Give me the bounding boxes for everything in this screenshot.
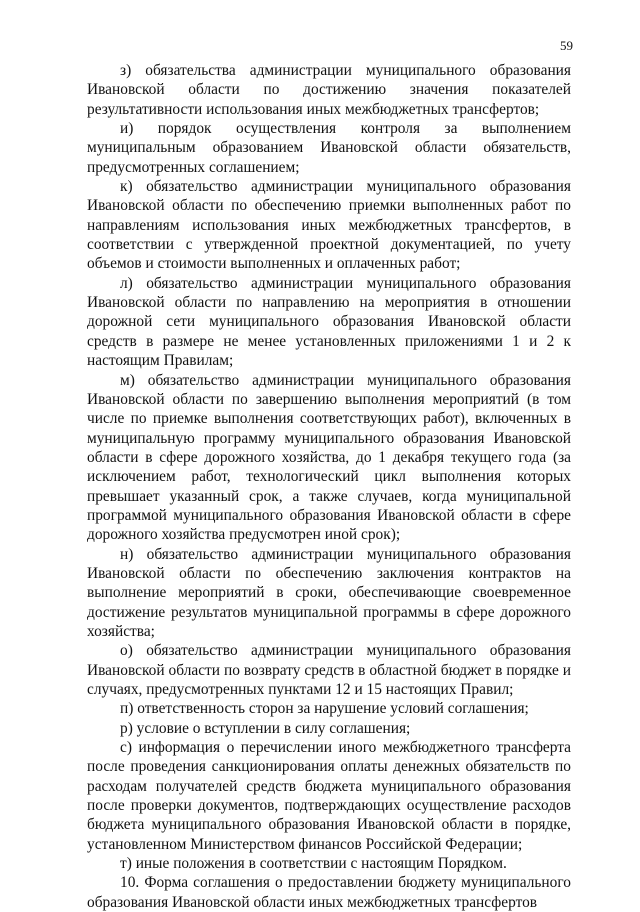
paragraph-m: м) обязательство администрации муниципального образования Ивановской области по завершению выполнения мероприятий (в том числе по приемке выполнения соответствующих работ), включенных в муниципальную программу муниципального образования Ивановской области в сфере дорожного хозяйства, до 1 декабря текущего года (за исключением работ, технологический цикл выполнения которых превышает указанный срок, а также случаев, когда муниципальной программой муниципального образования Ивановской области в сфере дорожного хозяйства предусмотрен иной срок); [87, 371, 571, 544]
paragraph-n: н) обязательство администрации муниципального образования Ивановской области по обеспечению заключения контрактов на выполнение мероприятий в сроки, обеспечивающие своевременное достижение результатов муниципальной программы в сфере дорожного хозяйства; [87, 545, 571, 640]
paragraph-10: 10. Форма соглашения о предоставлении бюджету муниципального образования Ивановской области иных межбюджетных трансфертов [87, 874, 571, 911]
page-number: 59 [560, 38, 573, 53]
paragraph-z: з) обязательства администрации муниципального образования Ивановской области по достижению значения показателей результативности использования иных межбюджетных трансфертов; [87, 62, 571, 118]
paragraph-i: и) порядок осуществления контроля за выполнением муниципальным образованием Ивановской области обязательств, предусмотренных соглашением; [87, 120, 571, 176]
paragraph-p: п) ответственность сторон за нарушение условий соглашения; [120, 700, 529, 718]
paragraph-o: о) обязательство администрации муниципального образования Ивановской области по возврату средств в областной бюджет в порядке и случаях, предусмотренных пунктами 12 и 15 настоящих Правил; [87, 642, 571, 698]
paragraph-l: л) обязательство администрации муниципального образования Ивановской области по направлению на мероприятия в отношении дорожной сети муниципального образования Ивановской области средств в размере не менее установленных приложениями 1 и 2 к настоящим Правилам; [87, 274, 571, 370]
paragraph-r: р) условие о вступлении в силу соглашения; [120, 719, 411, 737]
paragraph-k: к) обязательство администрации муниципального образования Ивановской области по обеспечению приемки выполненных работ по направлениям использования иных межбюджетных трансфертов, в соответствии с утвержденной проектной документацией, по учету объемов и стоимости выполненных и оплаченных работ; [87, 178, 571, 273]
paragraph-s: с) информация о перечислении иного межбюджетного трансферта после проведения санкционирования оплаты денежных обязательств по расходам получателей средств бюджета муниципального образования после проверки документов, подтверждающих осуществление расходов бюджета муниципального образования Ивановской области в порядке, установленном Министерством финансов Российской Федерации; [87, 739, 571, 853]
paragraph-t: т) иные положения в соответствии с настоящим Порядком. [120, 855, 507, 873]
document-body [87, 61, 571, 912]
